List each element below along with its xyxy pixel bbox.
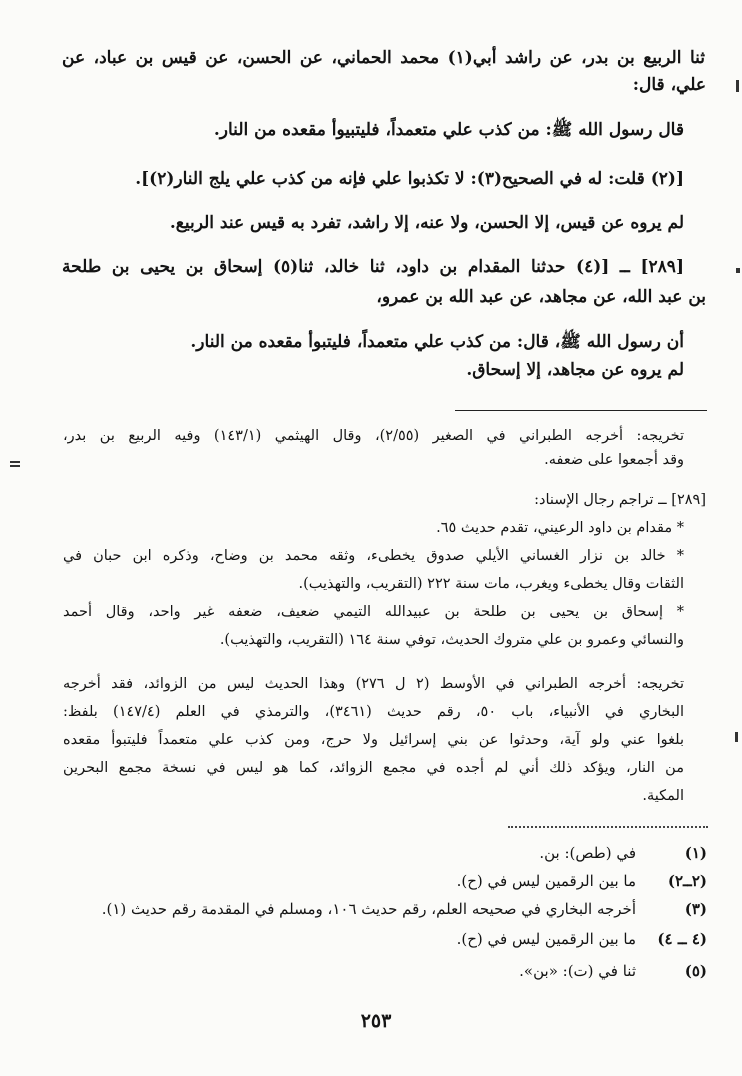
- body-line-2: علي، قال:: [632, 75, 706, 95]
- margin-mark: [10, 461, 20, 463]
- footnote-text: في (طص): بن.: [539, 844, 636, 862]
- footnote-text: ما بين الرقمين ليس في (ح).: [456, 872, 636, 890]
- hadith-text: قال رسول الله ﷺ: من كذب علي متعمداً، فليتبيوأ مقعده من النار.: [213, 120, 684, 140]
- page-number: ٢٥٣: [360, 1010, 392, 1032]
- narrator-1: * مقدام بن داود الرعيني، تقدم حديث ٦٥.: [436, 520, 684, 536]
- body-line-1: ثنا الربيع بن بدر، عن راشد أبي(١) محمد الحماني، عن الحسن، عن قيس بن عباد، عن: [62, 48, 705, 68]
- hadith-289-isnad: [٢٨٩] ــ [(٤) حدثنا المقدام بن داود، ثنا خالد، ثنا(٥) إسحاق بن يحيى بن طلحة: [62, 257, 684, 277]
- footnote-number: (٤ ــ ٤): [657, 930, 707, 948]
- body-line-7: بن عبد الله، عن مجاهد، عن عبد الله بن عمرو،: [376, 287, 706, 307]
- margin-mark: [10, 465, 20, 467]
- body-line-5: لم يروه عن قيس، إلا الحسن، ولا عنه، إلا راشد، تفرد به قيس عند الربيع.: [169, 213, 684, 233]
- footnote-number: (٣): [684, 900, 707, 918]
- footnote-number: (٢ــ٢): [667, 872, 707, 890]
- footnote-text: أخرجه البخاري في صحيحه العلم، رقم حديث ١٠٦، ومسلم في المقدمة رقم حديث (١).: [101, 900, 636, 918]
- footnote-text: ما بين الرقمين ليس في (ح).: [456, 930, 636, 948]
- footnote-text: ثنا في (ت): «بن».: [519, 962, 636, 980]
- hadith-289-text: أن رسول الله ﷺ، قال: من كذب علي متعمداً، فليتبوأ مقعده من النار.: [190, 332, 684, 352]
- takhrij-2-line-5: المكية.: [642, 788, 684, 804]
- takhrij-2-line-1: تخريجه: أخرجه الطبراني في الأوسط (٢ ل ٢٧٦) وهذا الحديث ليس من الزوائد، فقد أخرجه: [63, 676, 684, 692]
- takhrij-2-line-3: بلغوا عني ولو آية، وحدثوا عن بني إسرائيل ولا حرج، ومن كذب علي متعمداً فليتبوأ مقعده: [63, 732, 684, 748]
- takhrij-2-line-4: من النار، ويؤكد ذلك أني لم أجده في مجمع الزوائد، كما هو ليس في نسخة مجمع البحرين: [63, 760, 684, 776]
- margin-mark: [736, 268, 740, 273]
- takhrij-1-line-2: وقد أجمعوا على ضعفه.: [544, 452, 684, 468]
- narrator-2-line-1: * خالد بن نزار الغساني الأيلي صدوق يخطىء، وثقه محمد بن وضاح، وذكره ابن حبان في: [63, 548, 684, 564]
- takhrij-2-line-2: البخاري في الأنبياء، باب ٥٠، رقم حديث (٣٤٦١)، والترمذي في العلم (١٤٧/٤) بلفظ:: [63, 704, 684, 720]
- margin-mark: [735, 732, 738, 742]
- narrators-heading: [٢٨٩] ــ تراجم رجال الإسناد:: [534, 492, 706, 508]
- takhrij-1-line-1: تخريجه: أخرجه الطبراني في الصغير (٢/٥٥)، وقال الهيثمي (١٤٣/١) وفيه الربيع بن بدر،: [63, 428, 684, 444]
- note-sahih: [(٢) قلت: له في الصحيح(٣): لا تكذبوا علي فإنه من كذب علي يلج النار(٢)].: [135, 169, 684, 189]
- margin-mark: [736, 80, 739, 92]
- narrator-3-line-2: والنسائي وعمرو بن علي متروك الحديث، توفي سنة ١٦٤ (التقريب، والتهذيب).: [219, 632, 684, 648]
- notes-divider: [455, 410, 707, 411]
- narrator-3-line-1: * إسحاق بن يحيى بن طلحة بن عبيدالله التيمي ضعيف، ضعفه غير واحد، وقال أحمد: [63, 604, 684, 620]
- footnotes-divider: [508, 826, 708, 828]
- footnote-number: (٥): [684, 962, 707, 980]
- narrator-2-line-2: الثقات وقال يخطىء ويغرب، مات سنة ٢٢٢ (التقريب، والتهذيب).: [298, 576, 684, 592]
- body-line-9: لم يروه عن مجاهد، إلا إسحاق.: [466, 360, 684, 380]
- footnote-number: (١): [684, 844, 707, 862]
